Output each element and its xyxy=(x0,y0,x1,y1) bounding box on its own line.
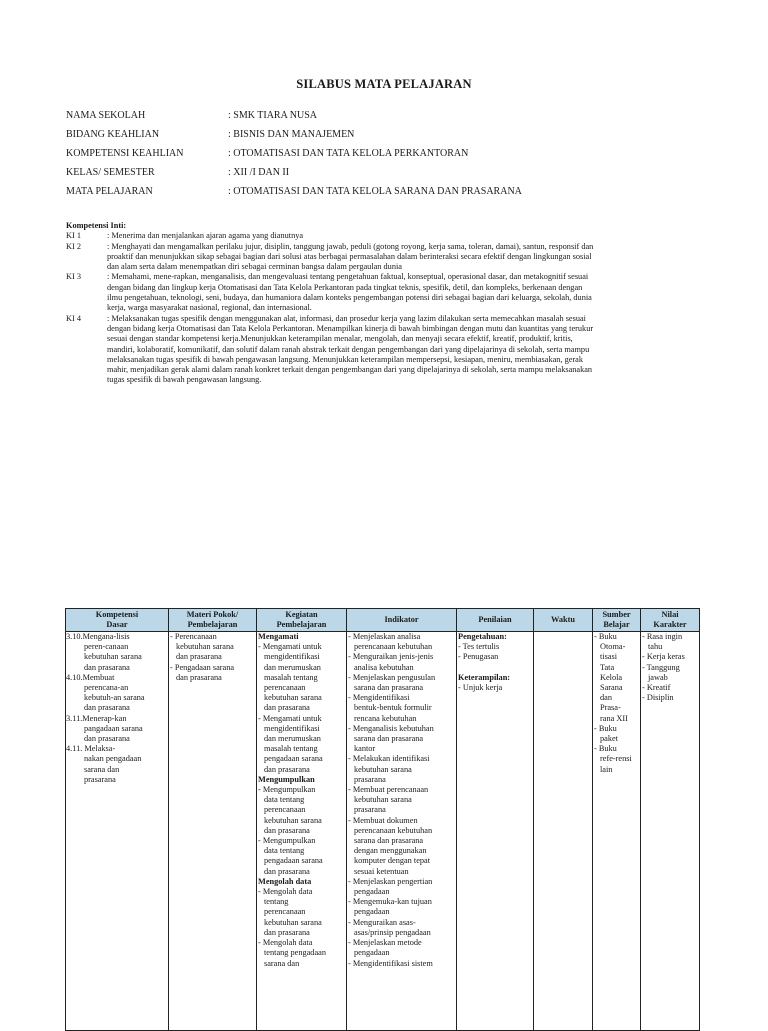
cell-waktu xyxy=(534,632,593,1031)
penilaian-item: - Unjuk kerja xyxy=(458,682,503,692)
identity-label: BIDANG KEAHLIAN xyxy=(66,129,160,140)
header-kompetensi-dasar: Kompetensi Dasar xyxy=(66,609,169,632)
indikator-item: - Mengemuka-kan tujuan pengadaan xyxy=(348,897,432,917)
penilaian-keterampilan-heading: Keterampilan: xyxy=(458,672,511,682)
ki-item xyxy=(66,242,706,273)
page-title: SILABUS MATA PELAJARAN xyxy=(296,77,472,91)
identity-row xyxy=(66,186,686,200)
kegiatan-heading: Mengolah data xyxy=(258,876,312,886)
identity-row xyxy=(66,167,686,181)
cell-kompetensi-dasar xyxy=(66,632,169,1031)
kd-item: 4.11. Melaksa- nakan pengadaan sarana dan prasarana xyxy=(66,744,142,784)
indikator-item: - Menjelaskan pengusulan sarana dan prasarana xyxy=(348,672,436,693)
materi-item: - Pengadaan sarana dan prasarana xyxy=(170,662,235,682)
ki-text: ilmu pengetahuan, teknologi, seni, budaya, dan humaniora dalam konteks pengembangan potensi diri sebagai bagian dari keluarga, sekolah, dunia xyxy=(107,293,592,303)
kd-item: 4.10.Membuat perencana-an kebutuh-an sarana dan prasarana xyxy=(66,672,145,713)
indikator-item: - Membuat perencanaan kebutuhan sarana prasarana xyxy=(348,785,429,815)
karakter-item: - Kerja keras xyxy=(642,652,685,662)
indikator-item: - Mengidentifikasi sistem xyxy=(348,958,433,968)
kegiatan-item: - Mengumpulkan data tentang perencanaan kebutuhan sarana dan prasarana xyxy=(258,785,322,835)
ki-text: proaktif dan menunjukkan sikap sebagai bagian dari solusi atas berbagai permasalahan dalam berinteraksi secara efektif dengan lingkungan sosial xyxy=(107,251,592,261)
ki-text: sesuai dengan standar kompetensi kerja.Menunjukkan keterampilan menalar, mengolah, dan menyaji secara efektif, kreatif, produktif, kritis, xyxy=(107,334,573,344)
ki-item xyxy=(66,272,706,313)
kegiatan-heading: Mengumpulkan xyxy=(258,774,315,784)
cell-sumber-belajar xyxy=(593,632,641,1031)
sumber-item: - Buku refe-rensi lain xyxy=(594,744,632,774)
table-header-row xyxy=(66,609,700,632)
indikator-item: - Mengidentifikasi bentuk-bentuk formulir rencana kebutuhan xyxy=(348,693,432,723)
identity-row xyxy=(66,148,686,162)
ki-text: : Melaksanakan tugas spesifik dengan menggunakan alat, informasi, dan prosedur kerja yang lazim dilakukan serta memecahkan masalah sesuai xyxy=(107,313,586,323)
indikator-item: - Menganalisis kebutuhan sarana dan prasarana kantor xyxy=(348,723,434,754)
header-kegiatan: Kegiatan Pembelajaran xyxy=(257,609,347,632)
ki-text: dan alam serta dalam menempatkan diri sebagai cerminan bangsa dalam pergaulan dunia xyxy=(107,262,402,272)
ki-text: mandiri, kolaboratif, komunikatif, dan solutif dalam ranah abstrak terkait dengan pengembangan dari yang dipelajarinya di sekolah, serta mampu xyxy=(107,344,590,354)
ki-code: KI 4 xyxy=(66,313,81,323)
ki-code: KI 1 xyxy=(66,231,81,241)
indikator-item: - Menjelaskan pengertian pengadaan xyxy=(348,876,433,897)
indikator-item: - Menjelaskan metode pengadaan xyxy=(348,938,422,958)
indikator-item: - Menguraikan asas- asas/prinsip pengadaan xyxy=(348,917,431,937)
ki-code: KI 2 xyxy=(66,241,81,251)
indikator-item: - Menjelaskan analisa perencanaan kebutuhan xyxy=(348,632,433,652)
identity-label: MATA PELAJARAN xyxy=(66,186,153,197)
identity-value: : OTOMATISASI DAN TATA KELOLA SARANA DAN PRASARANA xyxy=(228,186,522,197)
header-penilaian: Penilaian xyxy=(457,609,534,632)
kompetensi-inti xyxy=(66,221,706,386)
ki-text: dengan bidang kerja Otomatisasi dan Tata Kelola Perkantoran. Menampilkan kinerja di bawah bimbingan dengan mutu dan kuantitas yang terukur xyxy=(107,323,594,333)
indikator-item: - Menguraikan jenis-jenis analisa kebutuhan xyxy=(348,652,434,672)
ki-text: melaksanakan tugas spesifik di bawah pengawasan langsung. Menunjukkan keterampilan mempersepsi, kesiapan, meniru, membiasakan, gerak xyxy=(107,354,584,364)
ki-text: kerja, warga masyarakat nasional, regional, dan internasional. xyxy=(107,303,312,313)
ki-text: tugas spesifik di bawah pengawasan langsung. xyxy=(107,375,262,385)
identity-value: : BISNIS DAN MANAJEMEN xyxy=(228,129,355,140)
identity-value: : XII /I DAN II xyxy=(228,167,290,178)
karakter-item: - Disiplin xyxy=(642,693,674,703)
penilaian-pengetahuan-heading: Pengetahuan: xyxy=(458,632,507,641)
kegiatan-item: - Mengolah data tentang perencanaan kebutuhan sarana dan prasarana xyxy=(258,887,322,937)
ki-code: KI 3 xyxy=(66,272,81,282)
header-materi-pokok: Materi Pokok/ Pembelajaran xyxy=(169,609,257,632)
header-waktu: Waktu xyxy=(534,609,593,632)
kd-item: 3.11.Menerap-kan pangadaan sarana dan prasarana xyxy=(66,713,143,744)
kegiatan-item: - Mengamati untuk mengidentifikasi dan merumuskan masalah tentang pengadaan sarana dan prasarana xyxy=(258,713,323,774)
identity-row xyxy=(66,110,686,124)
indikator-item: - Membuat dokumen perencanaan kebutuhan sarana dan prasarana dengan menggunakan komputer dengan tepat sesuai ketentuan xyxy=(348,815,433,876)
identity-label: KOMPETENSI KEAHLIAN xyxy=(66,148,184,159)
karakter-item: - Tanggung jawab xyxy=(642,662,680,682)
ki-text: : Menghayati dan mengamalkan perilaku jujur, disiplin, tanggung jawab, peduli (gotong royong, kerja sama, toleran, damai), santun, responsif dan xyxy=(107,241,594,251)
cell-indikator xyxy=(347,632,457,1031)
penilaian-item: - Penugasan xyxy=(458,652,499,662)
identity-label: KELAS/ SEMESTER xyxy=(66,167,155,178)
header-nilai-karakter: Nilai Karakter xyxy=(641,609,700,632)
cell-materi-pokok xyxy=(169,632,257,1031)
silabus-table xyxy=(65,608,700,1031)
identity-value: : SMK TIARA NUSA xyxy=(228,110,317,121)
kegiatan-heading: Mengamati xyxy=(258,632,299,641)
indikator-item: - Melakukan identifikasi kebutuhan sarana prasarana xyxy=(348,754,430,784)
ki-item xyxy=(66,314,706,386)
materi-item: - Perencanaan kebutuhan sarana dan prasarana xyxy=(170,632,234,662)
table-row xyxy=(66,632,700,1031)
kegiatan-item: - Mengolah data tentang pengadaan sarana dan xyxy=(258,938,326,968)
penilaian-item: - Tes tertulis xyxy=(458,642,500,652)
kd-item: 3.10.Mengana-lisis peren-canaan kebutuhan sarana dan prasarana xyxy=(66,632,142,672)
identity-label: NAMA SEKOLAH xyxy=(66,110,146,121)
kegiatan-item: - Mengumpulkan data tentang pengadaan sarana dan prasarana xyxy=(258,836,323,876)
header-sumber-belajar: Sumber Belajar xyxy=(593,609,641,632)
sumber-item: - Buku Otoma- tisasi Tata Kelola Sarana dan Prasa- rana XII xyxy=(594,632,628,723)
identity-value: : OTOMATISASI DAN TATA KELOLA PERKANTORAN xyxy=(228,148,469,159)
kegiatan-item: - Mengamati untuk mengidentifikasi dan merumuskan masalah tentang perencanaan kebutuhan sarana dan prasarana xyxy=(258,642,322,713)
ki-text: : Menerima dan menjalankan ajaran agama yang dianutnya xyxy=(107,231,304,241)
ki-text: dengan bidang dan lingkup kerja Otomatisasi dan Tata Kelola Perkantoran pada tingkat teknis, spesifik, detil, dan kompleks, berkenaan dengan xyxy=(107,282,583,292)
cell-kegiatan xyxy=(257,632,347,1031)
karakter-item: - Kreatif xyxy=(642,683,671,693)
ki-text: : Memahami, mene-rapkan, menganalisis, dan mengevaluasi tentang pengetahuan faktual, konseptual, operasional dasar, dan metakognitif sesuai xyxy=(107,272,589,282)
ki-heading: Kompetensi Inti: xyxy=(66,221,127,230)
sumber-item: - Buku paket xyxy=(594,723,618,744)
header-indikator: Indikator xyxy=(347,609,457,632)
ki-text: mahir, menjadikan gerak alami dalam ranah konkret terkait dengan pengembangan dari yang dipelajarinya di sekolah, serta mampu melaksanakan xyxy=(107,365,593,375)
identity-row xyxy=(66,129,686,143)
cell-nilai-karakter xyxy=(641,632,700,1031)
cell-penilaian xyxy=(457,632,534,1031)
karakter-item: - Rasa ingin tahu xyxy=(642,632,683,652)
ki-item xyxy=(66,231,706,241)
